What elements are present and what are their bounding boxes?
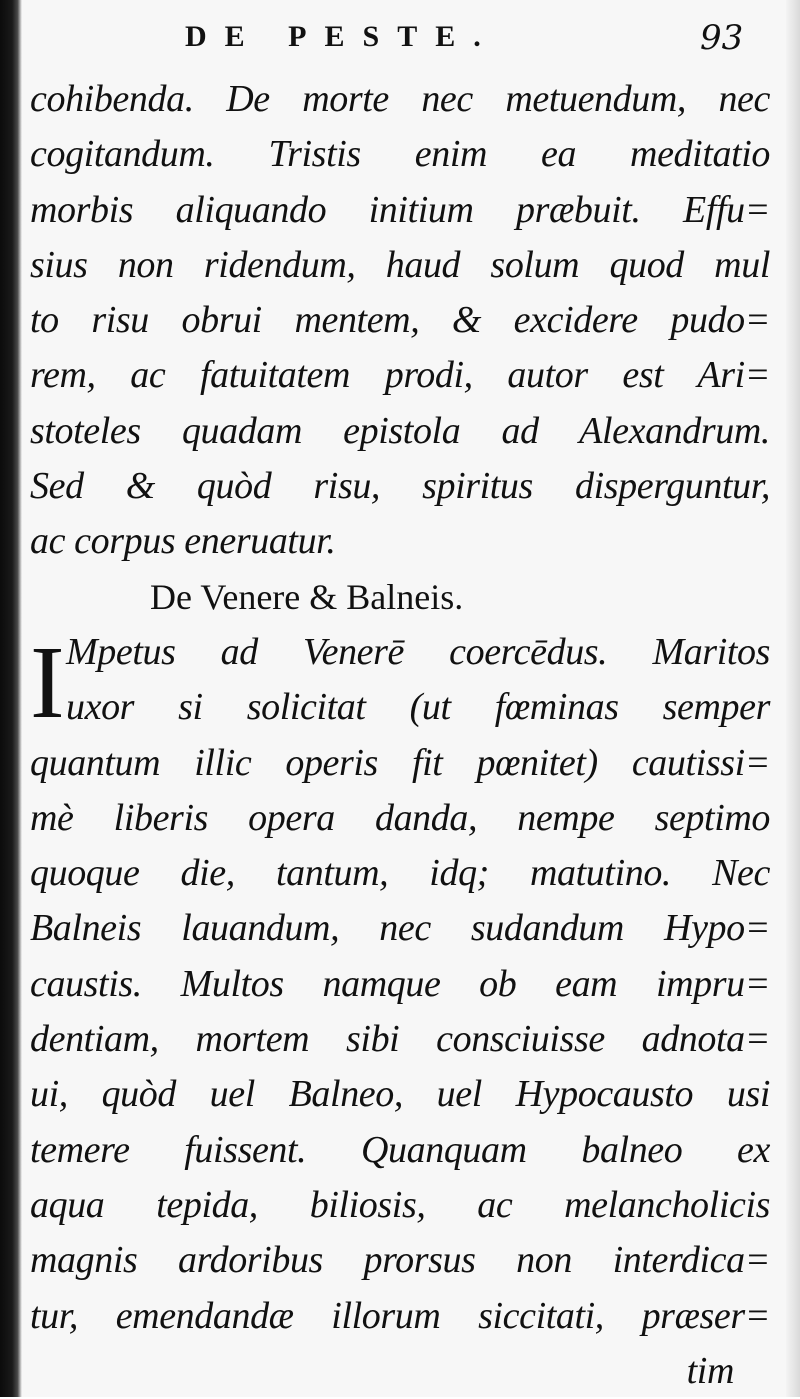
text-line: uxor si solicitat (ut fœminas semper	[66, 686, 770, 729]
text-line: sius non ridendum, haud solum quod mul	[30, 243, 770, 286]
text-line: temere fuissent. Quanquam balneo ex	[30, 1128, 770, 1171]
text-line: stoteles quadam epistola ad Alexandrum.	[30, 409, 770, 452]
binding-shadow	[0, 0, 22, 1397]
text-line: Balneis lauandum, nec sudandum Hypo=	[30, 907, 770, 950]
text-line: to risu obrui mentem, & excidere pudo=	[30, 299, 770, 342]
text-line: quantum illic operis fit pœnitet) cautissi=	[30, 741, 770, 784]
text-line: cogitandum. Tristis enim ea meditatio	[30, 133, 770, 176]
running-head	[0, 18, 800, 62]
text-line: tur, emendandæ illorum siccitati, præser=	[30, 1294, 770, 1337]
paragraph-2	[30, 625, 770, 1399]
text-line: ui, quòd uel Balneo, uel Hypocausto usi	[30, 1073, 770, 1116]
text-line: dentiam, mortem sibi consciuisse adnota=	[30, 1018, 770, 1061]
text-line: caustis. Multos namque ob eam impru=	[30, 962, 770, 1005]
text-line: Mpetus ad Venerē coercēdus. Maritos	[66, 630, 770, 673]
text-line: ac corpus eneruatur.	[30, 520, 336, 563]
text-line: cohibenda. De morte nec metuendum, nec	[30, 78, 770, 120]
text-line: rem, ac fatuitatem prodi, autor est Ari=	[30, 354, 770, 397]
text-line: morbis aliquando initium præbuit. Effu=	[30, 188, 770, 231]
running-title: DE PESTE.	[185, 20, 499, 53]
text-line: aqua tepida, biliosis, ac melancholicis	[30, 1183, 770, 1226]
catchword: tim	[686, 1349, 734, 1392]
section-heading: De Venere & Balneis.	[150, 576, 464, 617]
text-line: quoque die, tantum, idq; matutino. Nec	[30, 852, 770, 895]
text-block	[30, 72, 770, 1399]
page-edge	[786, 0, 800, 1397]
page-number: 93	[700, 18, 744, 58]
text-line: magnis ardoribus prorsus non interdica=	[30, 1239, 770, 1282]
text-line: Sed & quòd risu, spiritus disperguntur,	[30, 465, 770, 508]
paragraph-1	[30, 72, 770, 570]
text-line: mè liberis opera danda, nempe septimo	[30, 796, 770, 839]
drop-cap: I	[30, 624, 65, 740]
